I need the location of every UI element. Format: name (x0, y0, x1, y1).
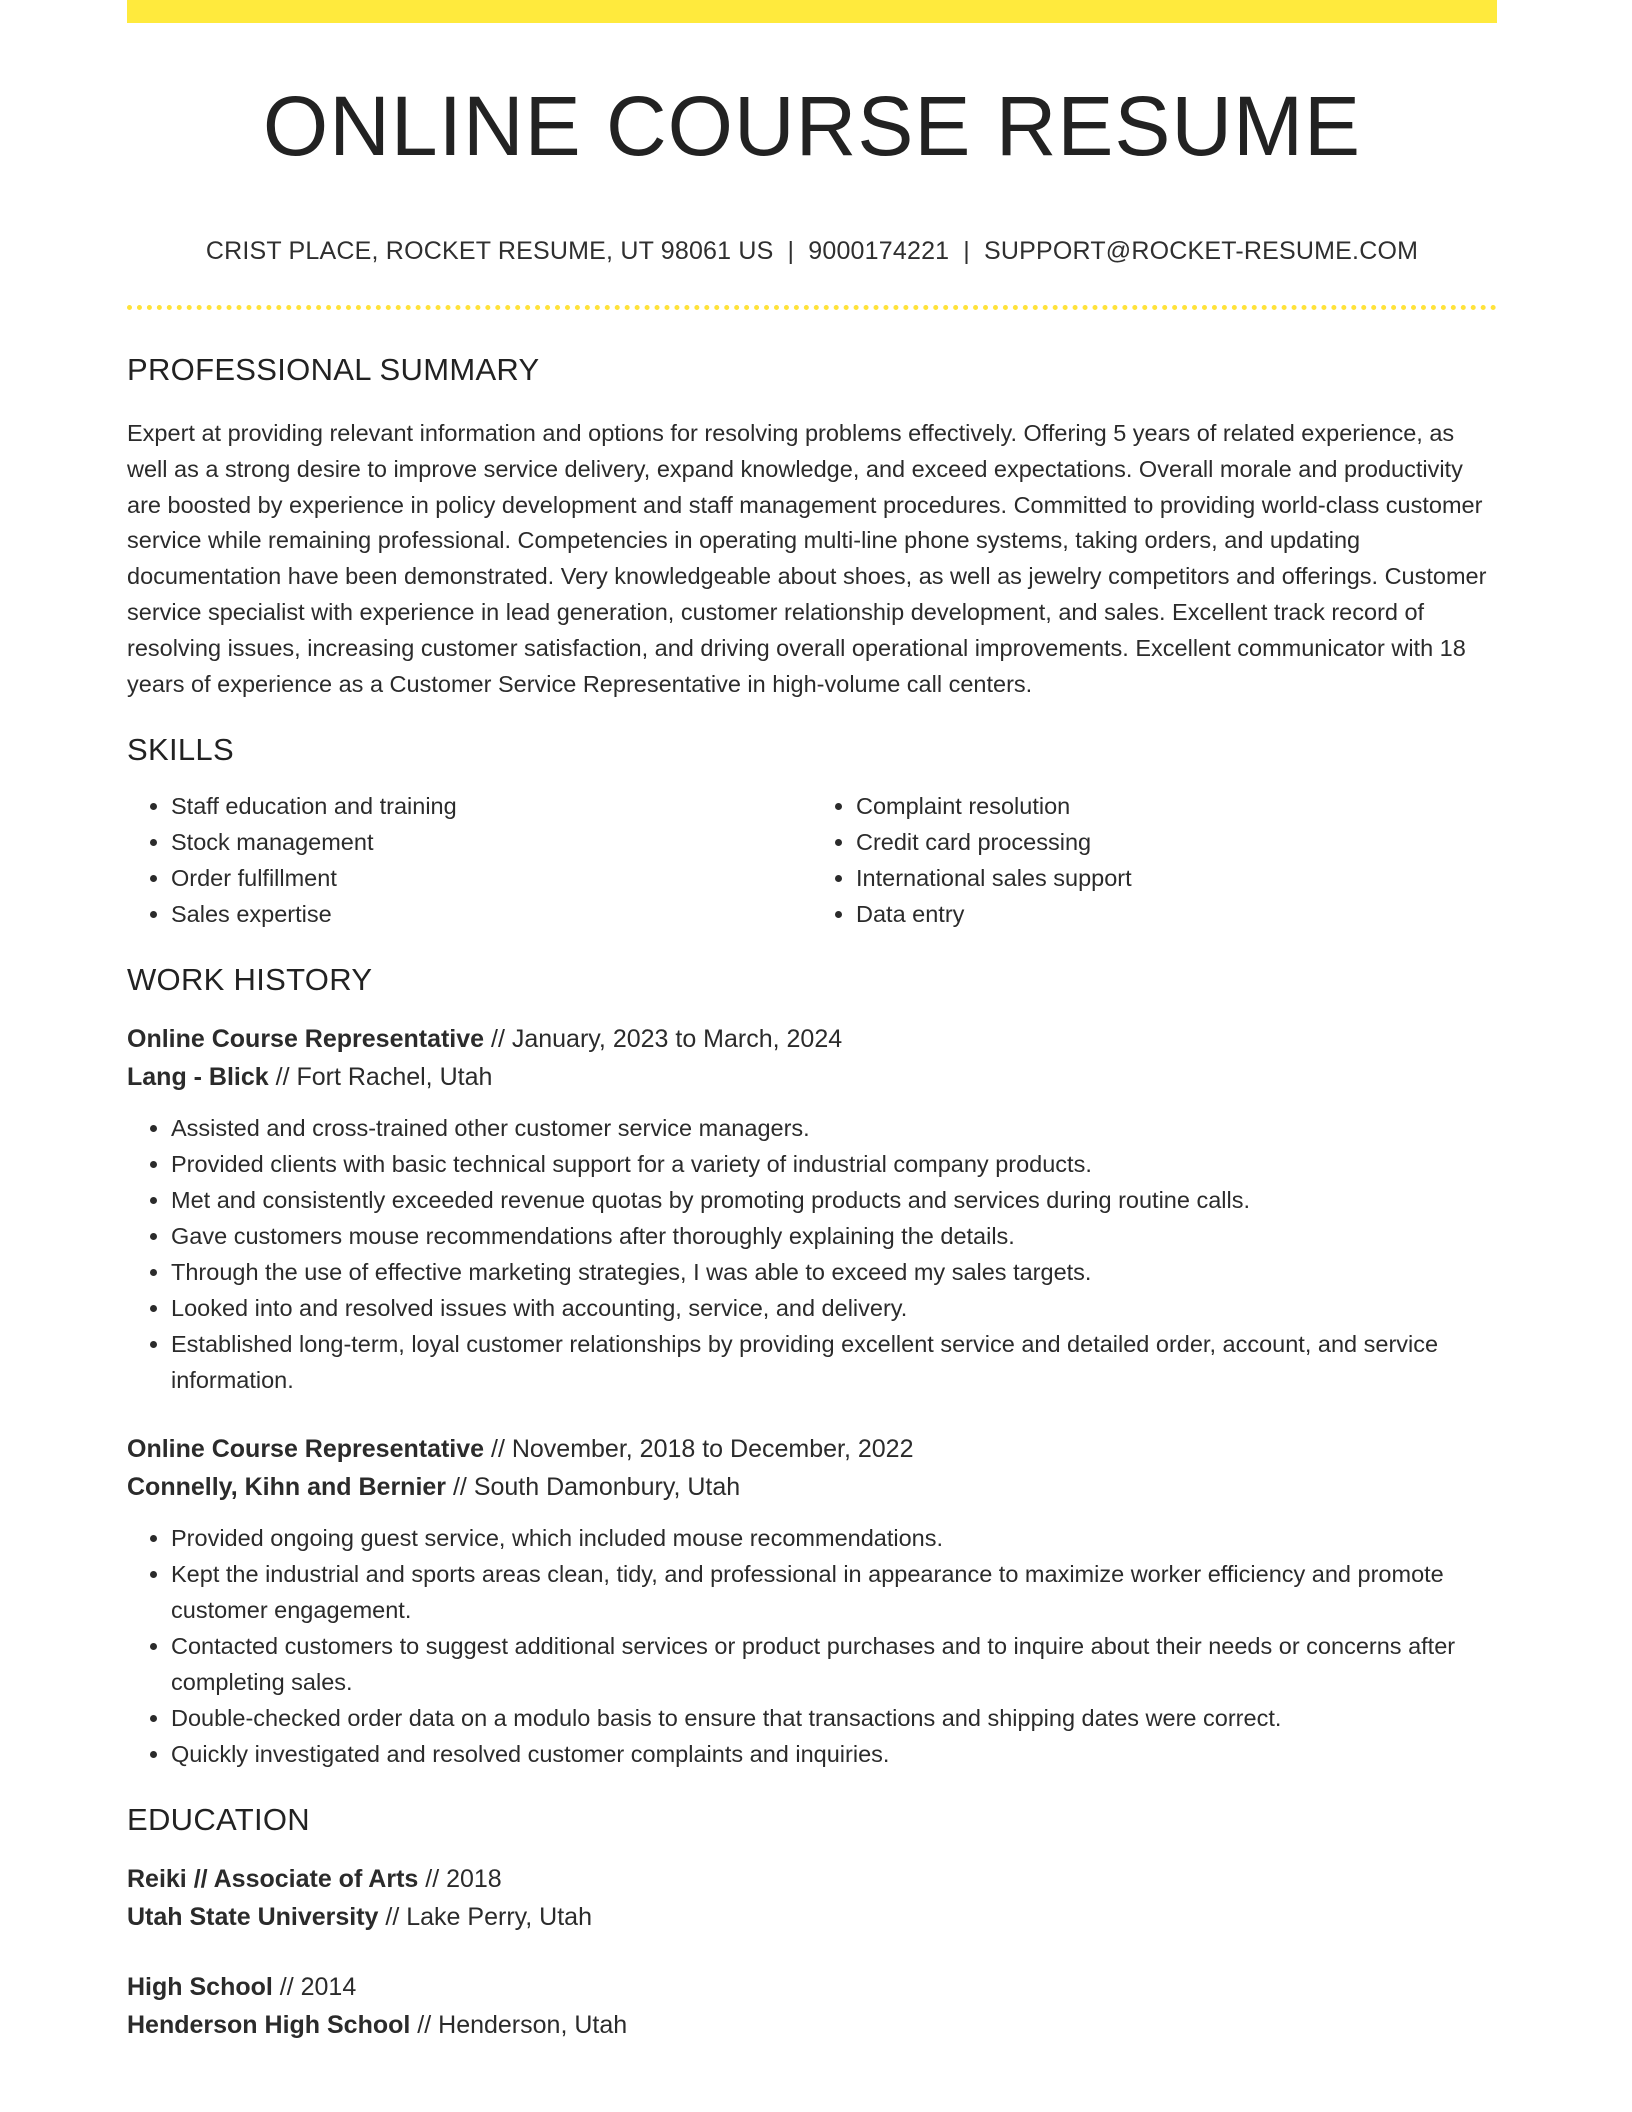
job-bullet: • Looked into and resolved issues with accounting, service, and delivery. (171, 1290, 1497, 1326)
job-company: Connelly, Kihn and Bernier (127, 1473, 447, 1502)
contact-phone: 9000174221 (808, 237, 950, 265)
job-location: // South Damonbury, Utah (446, 1473, 741, 1502)
skill-item: • Sales expertise (171, 896, 812, 932)
job-bullet: • Provided ongoing guest service, which included mouse recommendations. (171, 1520, 1497, 1556)
skills-right-list (812, 788, 1497, 932)
job-entry (127, 1430, 1497, 1772)
job-bullet: • Quickly investigated and resolved customer complaints and inquiries. (171, 1736, 1497, 1772)
job-bullet: • Through the use of effective marketing strategies, I was able to exceed my sales targets. (171, 1254, 1497, 1290)
job-bullet: • Double-checked order data on a modulo basis to ensure that transactions and shipping dates were correct. (171, 1700, 1497, 1736)
work-history-heading: WORK HISTORY (127, 962, 373, 998)
job-bullet: • Established long-term, loyal customer relationships by providing excellent service and detailed order, account, and service information. (171, 1326, 1497, 1398)
skill-item: • Order fulfillment (171, 860, 812, 896)
skill-item: • Data entry (856, 896, 1497, 932)
education-degree-line (127, 1860, 1497, 1898)
job-bullet: • Gave customers mouse recommendations after thoroughly explaining the details. (171, 1218, 1497, 1254)
job-bullet: • Kept the industrial and sports areas clean, tidy, and professional in appearance to maximize worker efficiency and promote customer engagement. (171, 1556, 1497, 1628)
job-title-line (127, 1430, 1497, 1468)
job-location: // Fort Rachel, Utah (268, 1063, 493, 1092)
education-entry (127, 1860, 1497, 1936)
education-school: Henderson High School (127, 2011, 411, 2040)
education-degree: High School (127, 1973, 273, 2002)
job-entry (127, 1020, 1497, 1398)
education-location: // Lake Perry, Utah (378, 1903, 592, 1932)
skill-item: • Credit card processing (856, 824, 1497, 860)
resume-content (127, 352, 1497, 2044)
job-bullet: • Provided clients with basic technical support for a variety of industrial company products. (171, 1146, 1497, 1182)
job-company-line (127, 1058, 1497, 1096)
education-entry (127, 1968, 1497, 2044)
education-year: // 2018 (418, 1865, 502, 1894)
job-dates: // November, 2018 to December, 2022 (484, 1435, 914, 1464)
contact-address: CRIST PLACE, ROCKET RESUME, UT 98061 US (205, 237, 774, 265)
skill-item: • Complaint resolution (856, 788, 1497, 824)
skills-left-list (127, 788, 812, 932)
job-company: Lang - Blick (127, 1063, 269, 1092)
skill-item: • Staff education and training (171, 788, 812, 824)
education-school-line (127, 1898, 1497, 1936)
job-bullets (127, 1110, 1497, 1398)
job-title: Online Course Representative (127, 1025, 485, 1054)
summary-text: Expert at providing relevant information and options for resolving problems effectively. Offering 5 years of related experience, as well as a strong desire to improve service delivery, expand knowledge, and exceed expectations. Overall morale and productivity are boosted by experience in policy development and staff management procedures. Committed to providing world-class customer service while remaining professional. Competencies in operating multi-line phone systems, taking orders, and updating documentation have been demonstrated. Very knowledgeable about shoes, as well as jewelry competitors and offerings. Customer service specialist with experience in lead generation, customer relationship development, and sales. Excellent track record of resolving issues, increasing customer satisfaction, and driving overall operational improvements. Excellent communicator with 18 years of experience as a Customer Service Representative in high-volume call centers. (127, 420, 1487, 697)
work-history-section (127, 962, 1497, 1772)
education-degree-line (127, 1968, 1497, 2006)
job-bullets (127, 1520, 1497, 1772)
education-section (127, 1802, 1497, 2044)
contact-separator: | (787, 237, 795, 265)
job-bullet: • Met and consistently exceeded revenue quotas by promoting products and services during routine calls. (171, 1182, 1497, 1218)
contact-separator: | (963, 237, 970, 265)
skill-item: • International sales support (856, 860, 1497, 896)
education-degree: Reiki // Associate of Arts (127, 1865, 419, 1894)
education-heading: EDUCATION (127, 1802, 310, 1838)
education-location: // Henderson, Utah (410, 2011, 628, 2040)
job-title-line (127, 1020, 1497, 1058)
dotted-divider (127, 305, 1497, 310)
job-title: Online Course Representative (127, 1435, 485, 1464)
skills-columns (127, 788, 1497, 932)
education-school: Utah State University (127, 1903, 379, 1932)
education-year: // 2014 (272, 1973, 357, 2002)
summary-heading: PROFESSIONAL SUMMARY (127, 352, 540, 387)
skills-section (127, 732, 1497, 932)
top-accent-bar (127, 0, 1497, 23)
job-company-line (127, 1468, 1497, 1506)
skill-item: • Stock management (171, 824, 812, 860)
job-dates: // January, 2023 to March, 2024 (484, 1025, 843, 1054)
skills-heading: SKILLS (127, 732, 234, 768)
education-school-line (127, 2006, 1497, 2044)
job-bullet: • Assisted and cross-trained other customer service managers. (171, 1110, 1497, 1146)
contact-line (127, 237, 1497, 266)
resume-name: ONLINE COURSE RESUME (262, 79, 1362, 173)
summary-section (127, 352, 1497, 702)
job-bullet: • Contacted customers to suggest additional services or product purchases and to inquire about their needs or concerns after completing sales. (171, 1628, 1497, 1700)
contact-email: SUPPORT@ROCKET-RESUME.COM (984, 237, 1419, 265)
